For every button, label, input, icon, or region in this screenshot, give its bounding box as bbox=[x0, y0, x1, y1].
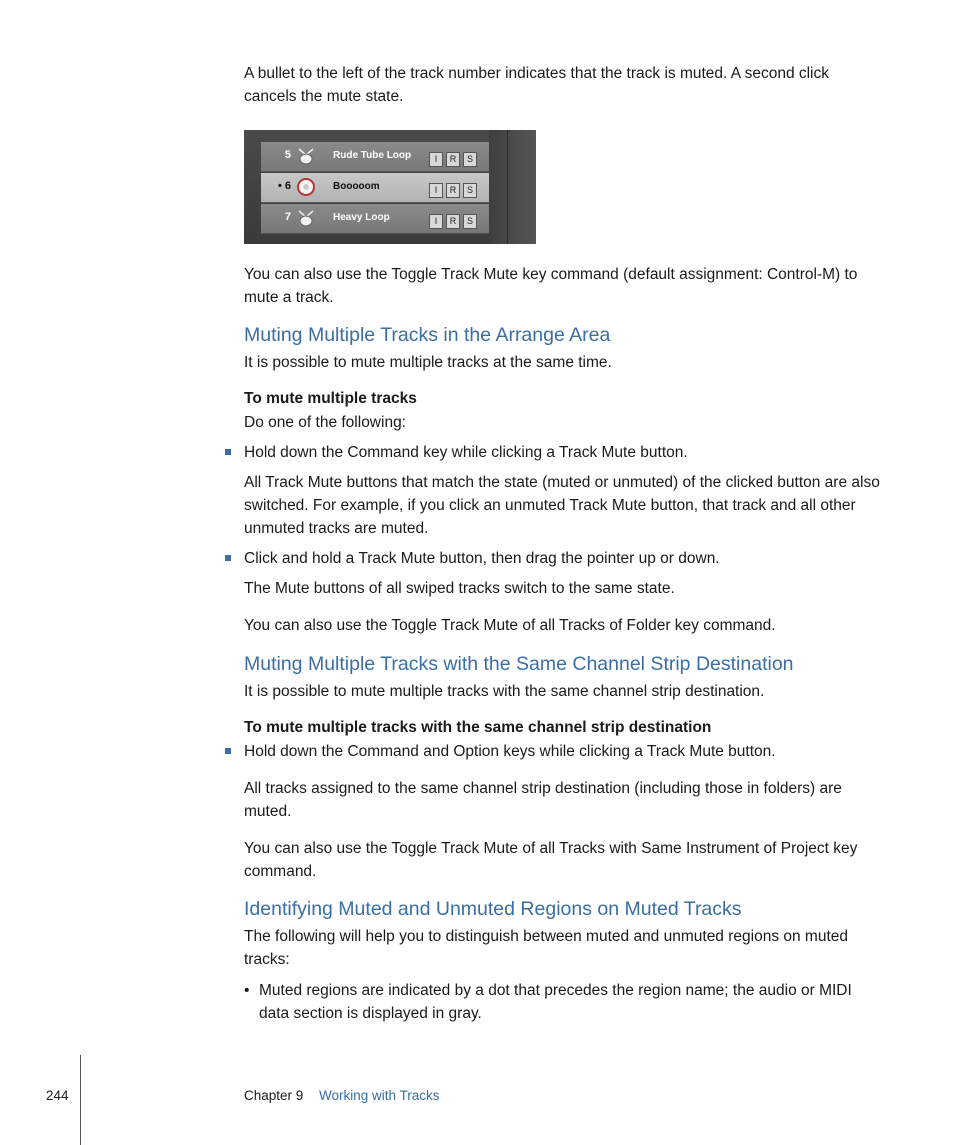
solo-button[interactable]: S bbox=[463, 214, 477, 229]
drum-kit-icon bbox=[295, 145, 317, 167]
section-heading: Muting Multiple Tracks in the Arrange Area bbox=[244, 324, 611, 346]
task-heading: To mute multiple tracks with the same channel strip destination bbox=[244, 719, 712, 736]
section-heading: Muting Multiple Tracks with the Same Channel Strip Destination bbox=[244, 653, 794, 675]
drum-kit-icon bbox=[295, 207, 317, 229]
track-number: 7 bbox=[284, 211, 291, 223]
section-intro: It is possible to mute multiple tracks at the same time. bbox=[244, 354, 612, 371]
task-heading: To mute multiple tracks bbox=[244, 390, 417, 407]
dot-bullet: • bbox=[244, 982, 250, 999]
footer-chapter-title: Working with Tracks bbox=[319, 1088, 440, 1103]
track-name: Rude Tube Loop bbox=[333, 150, 412, 161]
note-paragraph: You can also use the Toggle Track Mute of all Tracks of Folder key command. bbox=[244, 617, 776, 634]
track-list-divider bbox=[507, 130, 508, 244]
track-list-screenshot bbox=[244, 130, 536, 244]
page-number: 244 bbox=[46, 1088, 69, 1103]
track-name: Heavy Loop bbox=[333, 212, 390, 223]
key-command-paragraph: You can also use the Toggle Track Mute key command (default assignment: Control-M) to mute a track. bbox=[244, 266, 858, 306]
footer-divider bbox=[80, 1055, 81, 1145]
footer-chapter: Chapter 9 bbox=[244, 1088, 304, 1103]
track-number: • 6 bbox=[277, 180, 291, 192]
track-name: Booooom bbox=[333, 181, 380, 192]
record-enable-button[interactable]: R bbox=[446, 152, 460, 167]
bullet-item: Muted regions are indicated by a dot that precedes the region name; the audio or MIDI data section is displayed in gray. bbox=[259, 982, 852, 1022]
solo-button[interactable]: S bbox=[463, 152, 477, 167]
bullet-item: Hold down the Command key while clicking a Track Mute button. bbox=[244, 444, 688, 461]
bullet-detail: The Mute buttons of all swiped tracks switch to the same state. bbox=[244, 580, 675, 597]
track-number: 5 bbox=[284, 149, 291, 161]
square-bullet-icon bbox=[225, 555, 231, 561]
note-paragraph: You can also use the Toggle Track Mute of all Tracks with Same Instrument of Project key command. bbox=[244, 840, 858, 880]
square-bullet-icon bbox=[225, 748, 231, 754]
bullet-item: Hold down the Command and Option keys while clicking a Track Mute button. bbox=[244, 743, 776, 760]
section-intro: It is possible to mute multiple tracks with the same channel strip destination. bbox=[244, 683, 765, 700]
detail-paragraph: All tracks assigned to the same channel strip destination (including those in folders) are muted. bbox=[244, 780, 842, 820]
square-bullet-icon bbox=[225, 449, 231, 455]
input-monitor-button[interactable]: I bbox=[429, 152, 443, 167]
input-monitor-button[interactable]: I bbox=[429, 183, 443, 198]
track-row-6[interactable] bbox=[261, 173, 489, 203]
section-intro: The following will help you to distinguish between muted and unmuted regions on muted tracks: bbox=[244, 928, 849, 968]
track-row-7[interactable] bbox=[261, 204, 489, 234]
record-enable-button[interactable]: R bbox=[446, 183, 460, 198]
bullet-item: Click and hold a Track Mute button, then drag the pointer up or down. bbox=[244, 550, 720, 567]
record-enable-button[interactable]: R bbox=[446, 214, 460, 229]
intro-paragraph: A bullet to the left of the track number indicates that the track is muted. A second click cancels the mute state. bbox=[244, 65, 830, 105]
input-monitor-button[interactable]: I bbox=[429, 214, 443, 229]
track-row-5[interactable] bbox=[261, 142, 489, 172]
kick-drum-icon bbox=[295, 176, 317, 198]
section-heading: Identifying Muted and Unmuted Regions on Muted Tracks bbox=[244, 898, 742, 920]
task-lead: Do one of the following: bbox=[244, 414, 406, 431]
track-list-side-panel bbox=[489, 130, 536, 244]
solo-button[interactable]: S bbox=[463, 183, 477, 198]
bullet-detail: All Track Mute buttons that match the state (muted or unmuted) of the clicked button are also switched. For example, if you click an unmuted Track Mute button, that track and all other unmuted tracks are muted. bbox=[244, 474, 880, 537]
